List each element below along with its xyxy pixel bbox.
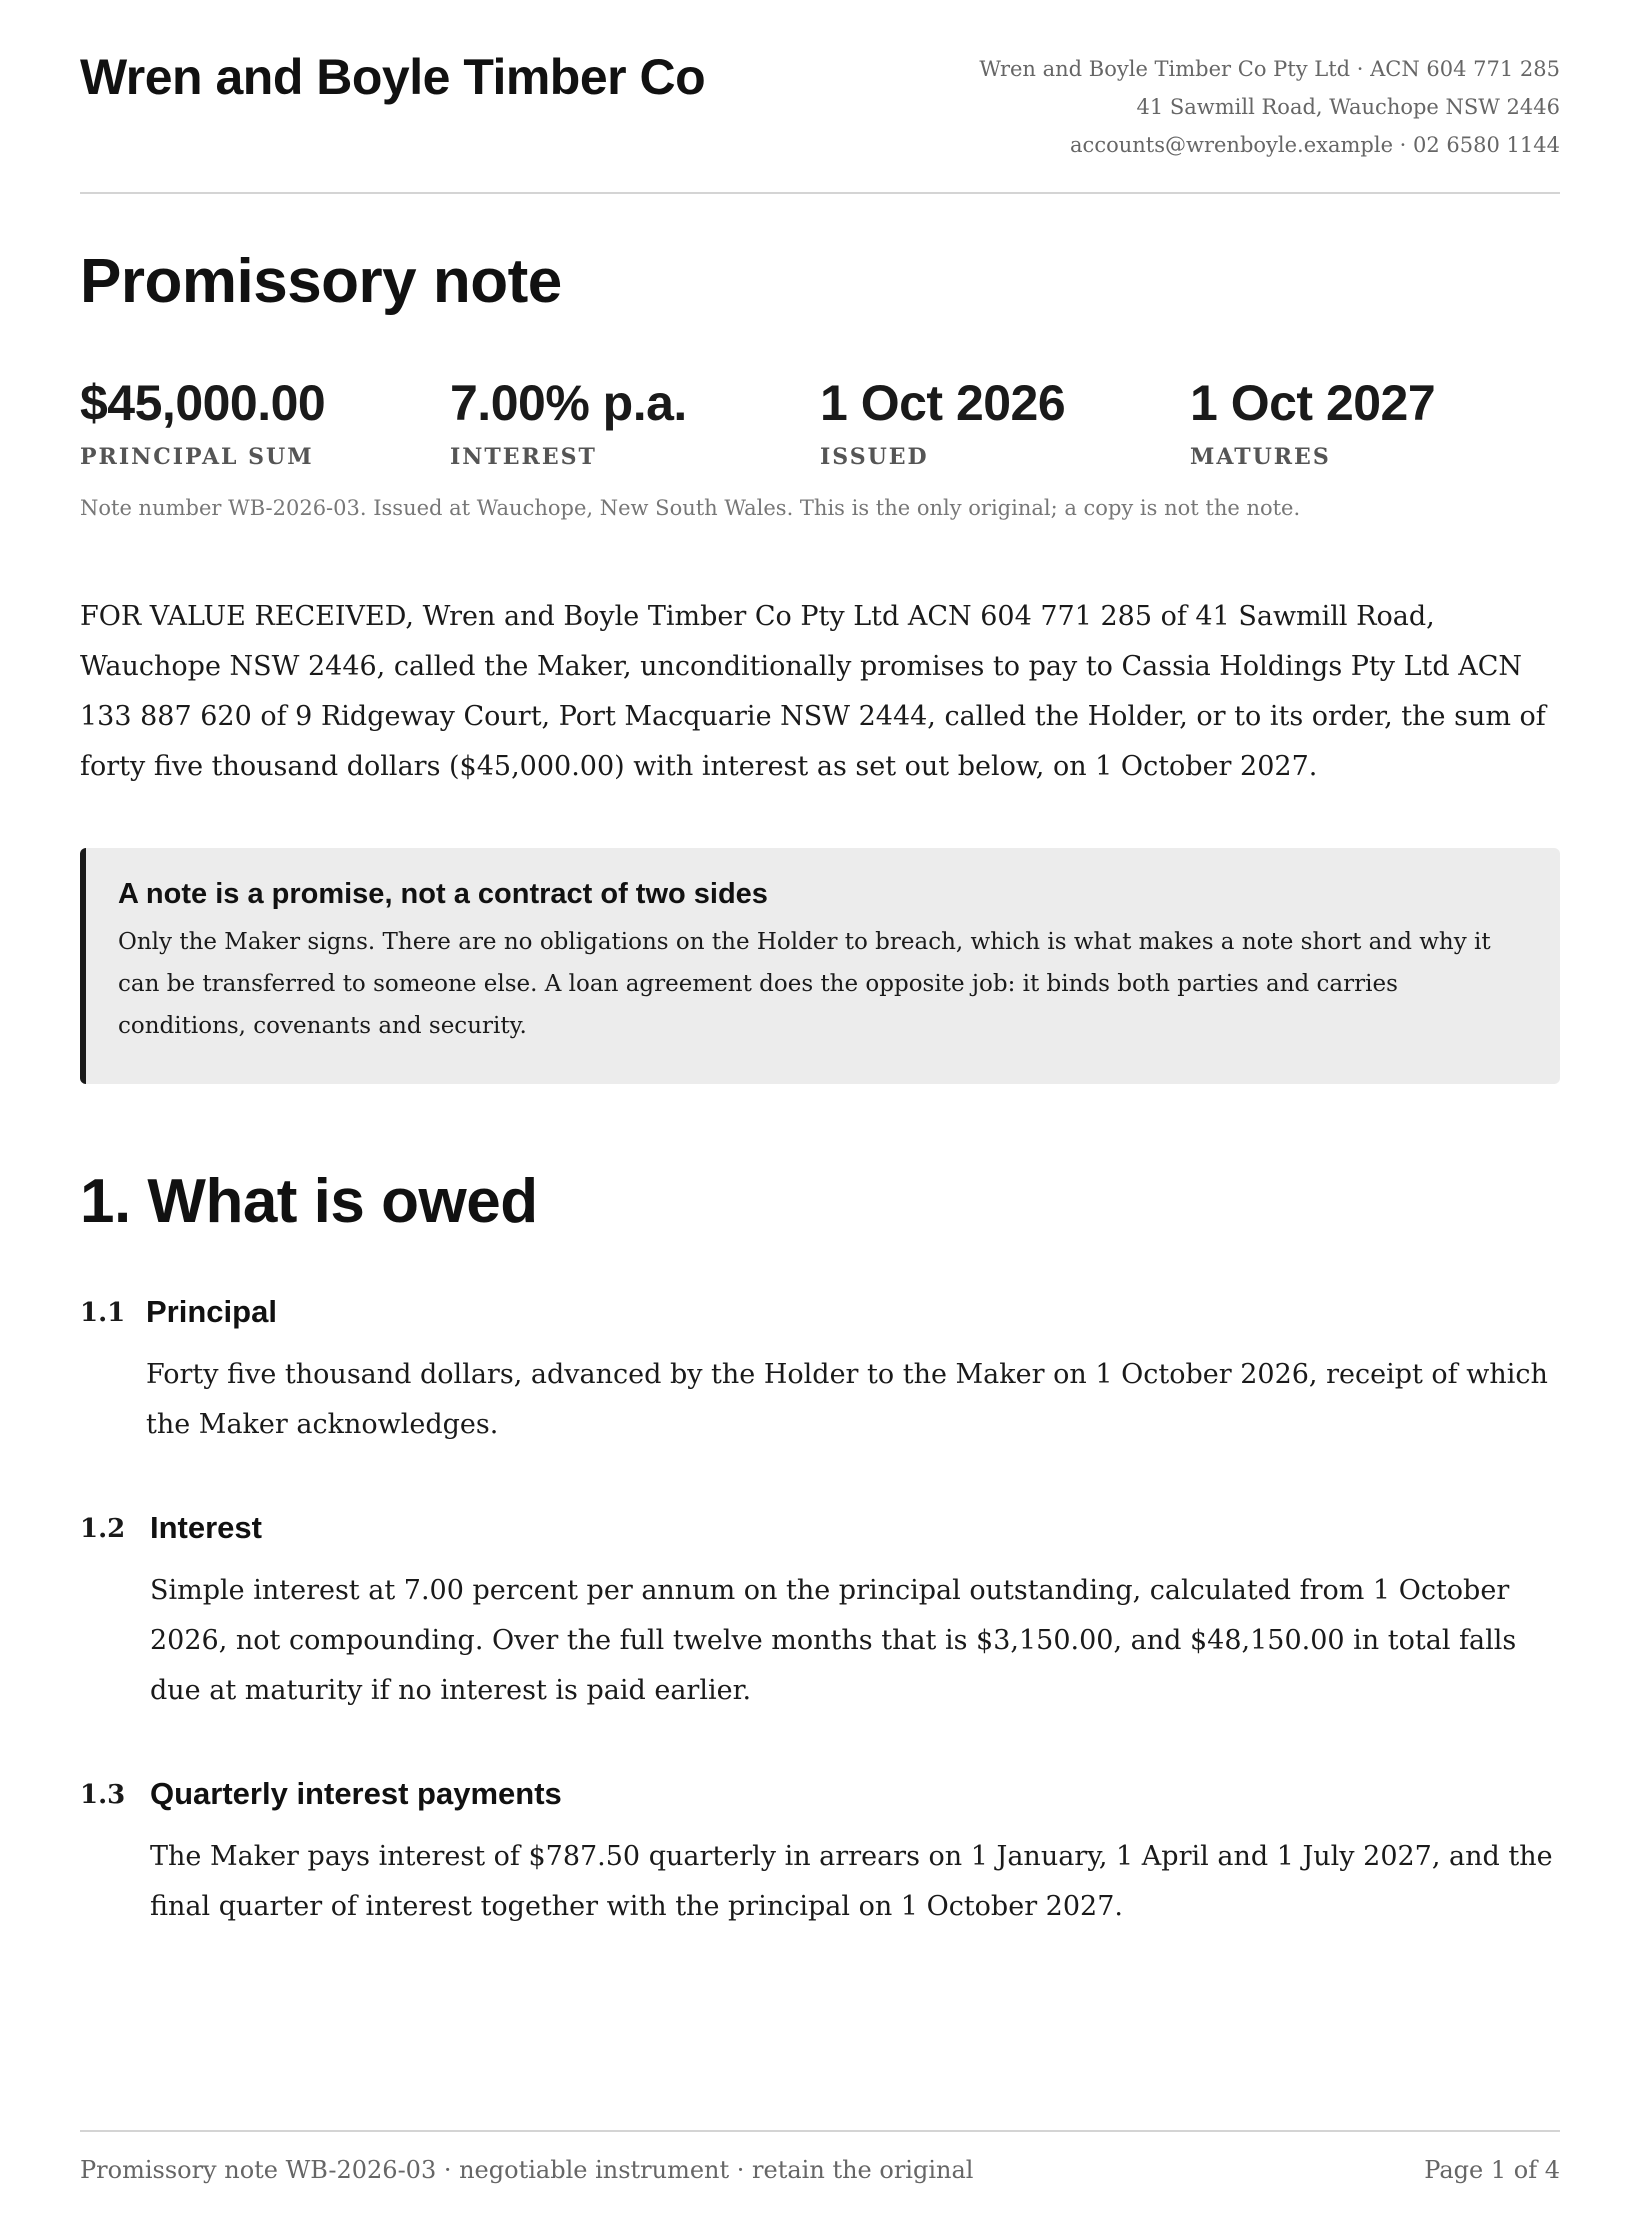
section-heading: 1. What is owed: [80, 1167, 538, 1236]
callout-line: conditions, covenants and security.: [118, 1013, 527, 1039]
clause-number: 1.2: [80, 1514, 126, 1544]
company-address: 41 Sawmill Road, Wauchope NSW 2446: [1136, 95, 1560, 119]
figure-label: ISSUED: [820, 444, 929, 470]
figure-value: 7.00% p.a.: [450, 375, 687, 431]
paragraph-line: forty five thousand dollars ($45,000.00) with interest as set out below, on 1 October 2027.: [80, 751, 1318, 782]
company-registration: Wren and Boyle Timber Co Pty Ltd · ACN 604 771 285: [979, 57, 1560, 81]
clause-quarterly-payments: [80, 1776, 1560, 1922]
clause-title: Principal: [146, 1294, 277, 1329]
clause-line: Simple interest at 7.00 percent per annum on the principal outstanding, calculated from 1 October: [150, 1575, 1510, 1606]
clause-line: Forty five thousand dollars, advanced by the Holder to the Maker on 1 October 2026, receipt of which: [146, 1359, 1548, 1390]
clause-line: the Maker acknowledges.: [146, 1409, 499, 1440]
document-title: Promissory note: [80, 247, 562, 316]
promise-paragraph: [80, 592, 1560, 792]
figure-value: $45,000.00: [80, 375, 326, 431]
paragraph-line: FOR VALUE RECEIVED, Wren and Boyle Timber Co Pty Ltd ACN 604 771 285 of 41 Sawmill Road,: [80, 601, 1435, 632]
figure-issued: [820, 372, 1190, 470]
footer-reference: Promissory note WB-2026-03 · negotiable instrument · retain the original: [80, 2156, 974, 2184]
callout-line: can be transferred to someone else. A loan agreement does the opposite job: it binds both parties and carries: [118, 971, 1398, 997]
clause-title: Quarterly interest payments: [150, 1776, 562, 1811]
clause-text: [150, 1832, 1553, 1932]
figure-interest: [450, 372, 820, 470]
clause-line: The Maker pays interest of $787.50 quarterly in arrears on 1 January, 1 April and 1 July 2027, and the: [150, 1841, 1553, 1872]
clause-line: final quarter of interest together with the principal on 1 October 2027.: [150, 1891, 1123, 1922]
page-footer: [80, 2130, 1560, 2184]
callout-title: A note is a promise, not a contract of two sides: [118, 878, 768, 910]
clause-text: [146, 1350, 1548, 1450]
clause-text: [150, 1566, 1516, 1716]
company-name: Wren and Boyle Timber Co: [80, 49, 706, 105]
company-details: [979, 50, 1560, 164]
clause-interest: [80, 1510, 1560, 1706]
callout-line: Only the Maker signs. There are no obligations on the Holder to breach, which is what makes a note short and why it: [118, 929, 1491, 955]
page-number: Page 1 of 4: [1424, 2156, 1560, 2184]
figure-principal: [80, 372, 450, 470]
callout-text: [118, 921, 1528, 1047]
figure-matures: [1190, 372, 1560, 470]
paragraph-line: 133 887 620 of 9 Ridgeway Court, Port Macquarie NSW 2444, called the Holder, or to its order, the sum of: [80, 701, 1546, 732]
figure-value: 1 Oct 2027: [1190, 375, 1436, 431]
key-figures: [80, 372, 1560, 470]
figure-value: 1 Oct 2026: [820, 375, 1066, 431]
letterhead: [80, 44, 1560, 194]
clause-principal: [80, 1294, 1560, 1440]
clause-title: Interest: [150, 1510, 262, 1545]
figure-label: INTEREST: [450, 444, 597, 470]
figure-label: MATURES: [1190, 444, 1331, 470]
clause-line: 2026, not compounding. Over the full twelve months that is $3,150.00, and $48,150.00 in total falls: [150, 1625, 1517, 1656]
clause-number: 1.1: [80, 1298, 126, 1328]
note-number-line: Note number WB-2026-03. Issued at Wauchope, New South Wales. This is the only original; a copy is not the note.: [80, 496, 1301, 520]
figure-label: PRINCIPAL SUM: [80, 444, 314, 470]
paragraph-line: Wauchope NSW 2446, called the Maker, unconditionally promises to pay to Cassia Holdings Pty Ltd ACN: [80, 651, 1523, 682]
document-page: [80, 0, 1560, 2240]
clause-number: 1.3: [80, 1780, 126, 1810]
clause-line: due at maturity if no interest is paid earlier.: [150, 1675, 752, 1706]
company-contact: accounts@wrenboyle.example · 02 6580 1144: [1070, 133, 1560, 157]
info-callout: [80, 848, 1560, 1084]
